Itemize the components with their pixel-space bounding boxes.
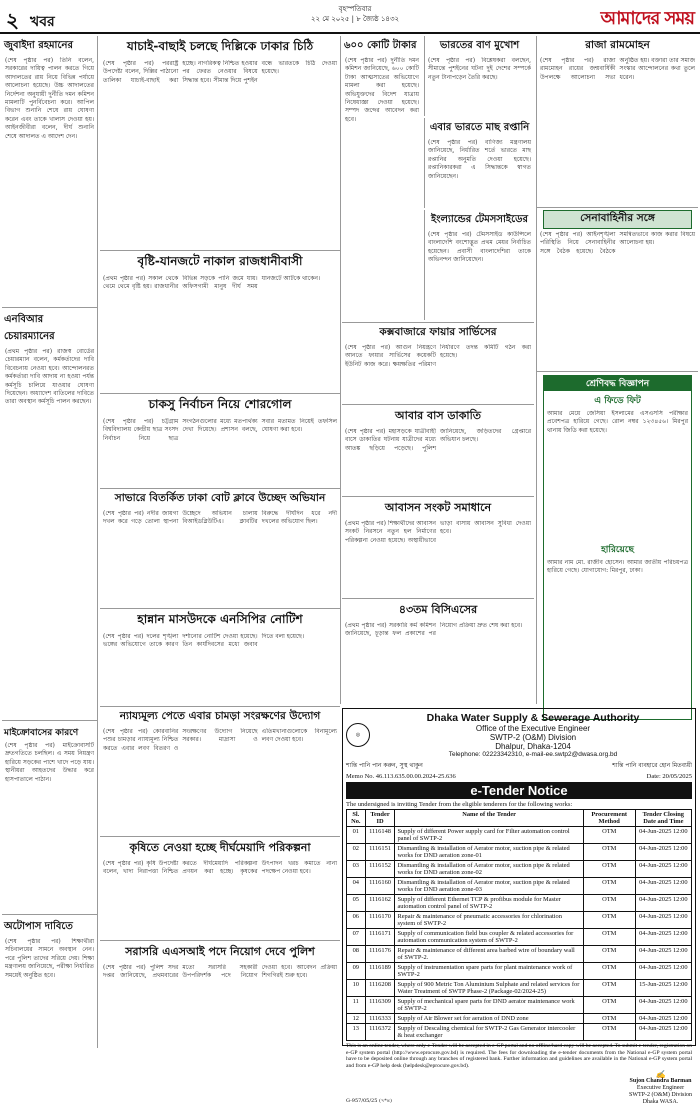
masthead xyxy=(0,0,700,34)
tender-cell-close: 04-Jun-2025 12:00 xyxy=(635,861,691,878)
headline: অটোপাস দাবিতে xyxy=(4,921,73,932)
tender-cell-name: Supply of 900 Metric Ton Aluminium Sulphate and related services for Water Treatment of SWTP Phase-2 (Package-02/2024-25) xyxy=(395,980,583,997)
article-bcs xyxy=(342,598,534,704)
headline: হান্নান মাসউদকে এনসিপির নোটিশ xyxy=(137,612,303,626)
tender-table xyxy=(346,809,692,1041)
tender-cell-name: Supply of different Power supply card for Filter automation control panel of SWTP-2 xyxy=(395,827,583,844)
article-fish-export xyxy=(424,118,534,208)
tender-cell-sl: 12 xyxy=(347,1014,366,1024)
signer-division: SWTP-2 (O&M) Division xyxy=(629,1092,692,1099)
tender-authority: Dhaka Water Supply & Sewerage Authority xyxy=(426,712,640,724)
tender-row xyxy=(347,861,692,878)
tender-row xyxy=(347,878,692,895)
tender-cell-name: Supply of instrumentation spare parts for plant maintenance work of SWTP-2 xyxy=(395,963,583,980)
tender-cell-name: Dismantling & installation of Aerator motor, suction pipe & related works for DND aeration zone-01 xyxy=(395,844,583,861)
tender-cell-name: Supply of mechanical spare parts for DND aerator maintenance work of SWTP-2 xyxy=(395,997,583,1014)
article-body: (প্রথম পৃষ্ঠার পর) সকাল থেকে থেমে থেমে বৃষ্টি হয়। রাজধানীর বিভিন্ন সড়কে পানি জমে যায়। অফিসগামী মানুষ দীর্ঘ সময় যানজটে আটকে থাকেন। xyxy=(103,275,321,291)
tender-table-header: Sl. No. xyxy=(347,810,366,827)
article-body: (শেষ পৃষ্ঠার পর) নদীর জায়গা দখল করে গড়ে তোলা স্থাপনা উচ্ছেদে অভিযান চালায় বিআইডব্লিউটিএ। ক্লাবটির বিরুদ্ধে দীর্ঘদিন ধরে নদী দখলের অভিযোগ ছিল। xyxy=(103,510,337,526)
article-body: (শেষ পৃষ্ঠার পর) টেমসসাইড কাউন্সিলে বাংলাদেশি বংশোদ্ভূত প্রথম মেয়র নির্বাচিত হয়েছেন। প্রবাসী বাংলাদেশিরা তাকে অভিনন্দন জানিয়েছেন। xyxy=(428,231,531,264)
headline: মাইক্রোবাসের কারণে xyxy=(4,728,79,738)
article-body: (শেষ পৃষ্ঠার পর) চট্টগ্রাম বিশ্ববিদ্যালয় কেন্দ্রীয় ছাত্র সংসদ নির্বাচন নিয়ে ছাত্র সংগঠনগুলোর মধ্যে মতপার্থক্য দেখা দিয়েছে। প্রশাসন বলছে, সবার মতামত নিয়েই তফসিল ঘোষণা করা হবে। xyxy=(103,418,337,442)
tender-cell-name: Repair & maintenance of different area barbed wire of boundary wall of SWTP-2. xyxy=(395,946,583,963)
headline: ৪৩তম বিসিএসের xyxy=(398,603,478,616)
tender-cell-sl: 13 xyxy=(347,1024,366,1041)
article-body: (শেষ পৃষ্ঠার পর) আইনশৃঙ্খলা পরিস্থিতি নিয়ে সেনাবাহিনীর সঙ্গে বৈঠক হয়েছে। বৈঠকে সমন্বিতভাবে কাজ করার বিষয়ে আলোচনা হয়। xyxy=(540,231,695,255)
tender-cell-sl: 09 xyxy=(347,963,366,980)
classified-header: শ্রেণিবদ্ধ বিজ্ঞাপন xyxy=(544,376,691,391)
tender-row xyxy=(347,963,692,980)
tender-cell-method: OTM xyxy=(583,1024,635,1041)
article-body: (শেষ পৃষ্ঠার পর) পররাষ্ট্র উপদেষ্টা বলেন, দিল্লির পাঠানো তালিকা যাচাই-বাছাই করা হচ্ছে। নাগরিকত্ব নিশ্চিত হওয়ার পর ফেরত নেওয়ার বিষয়ে সিদ্ধান্ত হবে। সীমান্ত দিয়ে পুশইন বন্ধে ভারতকে চিঠি দেওয়া হয়েছে। xyxy=(103,60,337,84)
article-coxs-bazar xyxy=(342,322,534,402)
headline: বৃষ্টি-যানজটে নাকাল রাজধানীবাসী xyxy=(137,254,303,268)
tender-table-header: Procurement Method xyxy=(583,810,635,827)
tender-cell-sl: 06 xyxy=(347,912,366,929)
article-india xyxy=(424,36,534,116)
tender-cell-method: OTM xyxy=(583,963,635,980)
tender-cell-method: OTM xyxy=(583,980,635,997)
tender-cell-method: OTM xyxy=(583,946,635,963)
tender-office: Office of the Executive Engineer xyxy=(475,724,591,733)
right-column xyxy=(536,36,698,704)
classified-title: এ ফিডে ফিট xyxy=(594,396,641,406)
tender-cell-name: Supply of Descaling chemical for SWTP-2 Gas Generator intercooler & heat exchanger xyxy=(395,1024,583,1041)
tender-cell-name: Dismantling & installation of Aerator motor, suction pipe & related works for DND aeration zone-03 xyxy=(395,878,583,895)
tender-cell-id: 1116162 xyxy=(365,895,395,912)
tender-ad xyxy=(342,708,696,1106)
tender-cell-close: 04-Jun-2025 12:00 xyxy=(635,878,691,895)
headline: রাজা রামমোহন xyxy=(585,39,650,51)
article-body: (শেষ পৃষ্ঠার পর) মাইক্রোবাসটি দ্রুতগতিতে চলছিল। এ সময় নিয়ন্ত্রণ হারিয়ে সড়কের পাশে খাদে পড়ে যায়। স্থানীয়রা আহতদের উদ্ধার করে হাসপাতালে পাঠান। xyxy=(5,742,94,783)
tender-cell-name: Supply of Air Blower set for aeration of DND zone xyxy=(395,1014,583,1024)
tender-cell-id: 1116176 xyxy=(365,946,395,963)
tender-division: SWTP-2 (O&M) Division xyxy=(489,733,577,742)
tender-cell-name: Repair & maintenance of pneumatic accessories for chlorination system of SWTP-2 xyxy=(395,912,583,929)
tender-row xyxy=(347,1024,692,1041)
headline: আবাসন সংকট সমাধানে xyxy=(384,501,492,514)
article-body: (শেষ পৃষ্ঠার পর) মহাসড়কে যাত্রীবাহী বাসে ডাকাতির ঘটনায় যাত্রীদের মধ্যে আতঙ্ক ছড়িয়ে পড়েছে। পুলিশ জানিয়েছে, জড়িতদের গ্রেপ্তারে অভিযান চলছে। xyxy=(345,428,531,452)
tender-row xyxy=(347,929,692,946)
headline: ন্যায্যমূল্য পেতে এবার চামড়া সংরক্ষণের উদ্যোগ xyxy=(119,710,321,722)
tender-cell-id: 1116372 xyxy=(365,1024,395,1041)
article-body: (শেষ পৃষ্ঠার পর) কৃষি উপদেষ্টা বলেন, খাদ্য নিরাপত্তা নিশ্চিত করতে দীর্ঘমেয়াদি পরিকল্পনা প্রণয়ন করা হচ্ছে। কৃষকের উৎপাদন খরচ কমাতে নানা পদক্ষেপ নেওয়া হবে। xyxy=(103,860,337,876)
tender-row xyxy=(347,827,692,844)
tender-cell-sl: 08 xyxy=(347,946,366,963)
tender-cell-id: 1116170 xyxy=(365,912,395,929)
tender-cell-close: 04-Jun-2025 12:00 xyxy=(635,1014,691,1024)
headline: কক্সবাজারে ফায়ার সার্ভিসের xyxy=(379,326,497,338)
tender-cell-id: 1116333 xyxy=(365,1014,395,1024)
memo-date: Date: 20/05/2025 xyxy=(646,773,692,780)
headline: ইংল্যান্ডের টেমসসাইডের xyxy=(431,214,528,225)
article-600-crore xyxy=(342,36,422,356)
tender-cell-method: OTM xyxy=(583,1014,635,1024)
signer-name: Sujon Chandra Barman xyxy=(629,1078,692,1085)
tender-row xyxy=(347,844,692,861)
tender-cell-method: OTM xyxy=(583,844,635,861)
article-body: (শেষ পৃষ্ঠার পর) আগুন নিয়ন্ত্রণে আনতে ফায়ার সার্ভিসের কয়েকটি ইউনিট কাজ করে। ক্ষয়ক্ষতির পরিমাণ নির্ধারণে তদন্ত কমিটি গঠন করা হয়েছে। xyxy=(345,344,531,368)
tender-cell-sl: 10 xyxy=(347,980,366,997)
tender-table-header: Tender Closing Date and Time xyxy=(635,810,691,827)
tender-cell-name: Dismantling & installation of Aerator motor, suction pipe & related works for DND aeration zone-02 xyxy=(395,861,583,878)
tender-cell-method: OTM xyxy=(583,878,635,895)
headline: কৃষিতে নেওয়া হচ্ছে দীর্ঘমেয়াদি পরিকল্পনা xyxy=(129,841,311,854)
tender-cell-method: OTM xyxy=(583,827,635,844)
article-body: (শেষ পৃষ্ঠার পর) বাণিজ্য মন্ত্রণালয় জানিয়েছে, নির্ধারিত শর্তে ভারতে মাছ রপ্তানির অনুমতি দেওয়া হয়েছে। রপ্তানিকারকরা এ সিদ্ধান্তকে স্বাগত জানিয়েছেন। xyxy=(428,139,531,180)
slogan-right: শান্তি পানি ব্যবহারে হোন মিতব্যয়ী xyxy=(612,762,692,769)
tender-cell-id: 1116148 xyxy=(365,827,395,844)
article-bus-robbery xyxy=(342,404,534,494)
tender-cell-close: 04-Jun-2025 12:00 xyxy=(635,997,691,1014)
lower-articles xyxy=(100,706,340,1048)
headline: ভারতের বাণ মুখোশ xyxy=(439,40,520,51)
headline: চাকসু নির্বাচন নিয়ে শোরগোল xyxy=(148,397,292,411)
tender-row xyxy=(347,912,692,929)
tender-cell-method: OTM xyxy=(583,912,635,929)
memo-number: Memo No. 46.113.635.00.00.2024-25.636 xyxy=(346,773,456,780)
tender-cell-id: 1116171 xyxy=(365,929,395,946)
tender-cell-close: 15-Jun-2025 12:00 xyxy=(635,980,691,997)
article-body: (শেষ পৃষ্ঠার পর) পুলিশ সদর দপ্তর জানিয়েছে, প্রথমবারের মতো সরাসরি সহকারী উপপরিদর্শক পদে নিয়োগ দেওয়া হবে। আবেদন প্রক্রিয়া শিগগিরই শুরু হবে। xyxy=(103,964,337,980)
tender-cell-close: 04-Jun-2025 12:00 xyxy=(635,912,691,929)
tender-cell-name: Supply of communication field bus coupler & related accessories for automation communication system of SWTP-2 xyxy=(395,929,583,946)
tender-cell-close: 04-Jun-2025 12:00 xyxy=(635,929,691,946)
tender-cell-id: 1116189 xyxy=(365,963,395,980)
tender-footer: This is an online tender, where only e-Tender will be accepted in e-GP portal and no offline/hard copy will be accepted. To submit e-tender, registration on e-GP system portal (http://www.eprocure.gov.bd) is required. The fees for downloading the e-tender documents from the National e-GP system portal have to be deposited online through any branches of registered bank. Further information and guidelines are available in the National e-GP system portal and from e-GP help desk (helpdesk@eprocure.gov.bd). xyxy=(346,1043,692,1069)
article-housing xyxy=(342,496,534,596)
tender-cell-id: 1116160 xyxy=(365,878,395,895)
date: ২২ মে ২০২৫ | ৮ জ্যৈষ্ঠ ১৪৩২ xyxy=(310,15,400,23)
tender-cell-sl: 05 xyxy=(347,895,366,912)
day: বৃহস্পতিবার xyxy=(338,5,372,13)
tender-cell-id: 1116208 xyxy=(365,980,395,997)
article-body: (শেষ পৃষ্ঠার পর) শিক্ষার্থীরা সচিবালয়ের সামনে অবস্থান নেন। পরে পুলিশ তাদের সরিয়ে দেয়। শিক্ষা মন্ত্রণালয় জানিয়েছে, পরীক্ষা নির্ধারিত সময়েই অনুষ্ঠিত হবে। xyxy=(5,938,94,979)
tender-table-header: Tender ID xyxy=(365,810,395,827)
tender-cell-method: OTM xyxy=(583,895,635,912)
tender-cell-close: 04-Jun-2025 12:00 xyxy=(635,1024,691,1041)
center-block xyxy=(100,36,340,704)
tender-intro: The undersigned is inviting Tender from the eligible tenderers for the following works: xyxy=(346,801,573,808)
tender-cell-sl: 01 xyxy=(347,827,366,844)
classified-box xyxy=(543,375,692,720)
tender-cell-close: 04-Jun-2025 12:00 xyxy=(635,827,691,844)
headline: জুবাইদা রহমানের xyxy=(4,40,73,51)
newspaper-logo: আমাদের সময় xyxy=(600,8,694,29)
tender-cell-close: 04-Jun-2025 12:00 xyxy=(635,844,691,861)
article-body: (শেষ পৃষ্ঠার পর) কোরবানির পশুর চামড়ার ন্যায্যমূল্য নিশ্চিত করতে এবার লবণ বিতরণ ও সংরক্ষণের উদ্যোগ নিয়েছে সরকার। মাদ্রাসা ও এতিমখানাগুলোকে বিনামূল্যে লবণ দেওয়া হবে। xyxy=(103,728,337,752)
tender-cell-name: Supply of different Ethernet TCP & profibus module for Master automation control panel of SWTP-2 xyxy=(395,895,583,912)
classified-body: আমার মেয়ে জেসিয়া ইসলামের এসএসসি পরীক্ষার প্রবেশপত্র হারিয়ে গেছে। রোল নম্বর ১২৩৪৫৬। মিরপুর থানায় জিডি করা হয়েছে। xyxy=(547,410,688,434)
tender-cell-id: 1116151 xyxy=(365,844,395,861)
tender-table-header: Name of the Tender xyxy=(395,810,583,827)
tender-cell-id: 1116152 xyxy=(365,861,395,878)
page-number: ২ xyxy=(6,8,20,32)
headline: ৬০০ কোটি টাকার xyxy=(344,40,417,51)
tender-cell-sl: 11 xyxy=(347,997,366,1014)
tender-address: Dhalpur, Dhaka-1204 xyxy=(495,742,571,751)
headline: আবার বাস ডাকাতি xyxy=(394,409,481,422)
headline: এনবিআর চেয়ারম্যানের xyxy=(4,314,55,342)
column-1 xyxy=(2,36,98,1048)
headline: এবার ভারতে মাছ রপ্তানি xyxy=(429,122,530,133)
gd-number: G-957/05/25 (৭*৪) xyxy=(346,1098,392,1105)
tender-cell-sl: 04 xyxy=(347,878,366,895)
tender-cell-sl: 02 xyxy=(347,844,366,861)
dateline xyxy=(300,4,410,24)
tender-telephone: Telephone: 02223342310, e-mail-ee.swtp2@dwasa.org.bd xyxy=(448,751,618,758)
classified-body: আমার নাম মো. রাজীব হোসেন। আমার জাতীয় পরিচয়পত্র হারিয়ে গেছে। যোগাযোগ: মিরপুর, ঢাকা। xyxy=(547,559,688,575)
headline: সেনাবাহিনীর সঙ্গে xyxy=(543,210,692,229)
tender-cell-sl: 07 xyxy=(347,929,366,946)
tender-row xyxy=(347,895,692,912)
headline: সরাসরি এএসআই পদে নিয়োগ দেবে পুলিশ xyxy=(125,945,315,958)
tender-cell-close: 04-Jun-2025 12:00 xyxy=(635,895,691,912)
article-body: (শেষ পৃষ্ঠার পর) রাজা রামমোহন রায়ের জন্মবার্ষিকী উপলক্ষে আলোচনা সভা অনুষ্ঠিত হয়। বক্তারা তার সমাজ সংস্কার আন্দোলনের কথা তুলে ধরেন। xyxy=(540,57,695,81)
article-body: (শেষ পৃষ্ঠার পর) দলের শৃঙ্খলা ভঙ্গের অভিযোগে তাকে কারণ দর্শানোর নোটিশ দেওয়া হয়েছে। তিন কার্যদিবসের মধ্যে জবাব দিতে বলা হয়েছে। xyxy=(103,633,305,649)
headline: সাভারে বিতর্কিত ঢাকা বোট ক্লাবে উচ্ছেদ অভিযান xyxy=(114,492,326,504)
section-name: খবর xyxy=(30,14,55,30)
signer-org: Dhaka WASA. xyxy=(642,1099,679,1106)
tender-cell-id: 1116309 xyxy=(365,997,395,1014)
article-thameside xyxy=(424,210,534,320)
article-body: (শেষ পৃষ্ঠার পর) তিনি বলেন, সরকারের দায়িত্ব পালন করতে গিয়ে আদালতের রায় নিয়ে বিভিন্ন পর্যায়ে আলোচনা হয়েছে। উচ্চ আদালতের নির্দেশনা অনুযায়ী দুর্নীতি দমন কমিশন মামলাটি পুনর্বিবেচনা করে। আপিল বিভাগ শুনানি শেষে রায় ঘোষণা করেন এবং তাকে খালাস দেওয়া হয়। আইনজীবীরা বলেন, দীর্ঘ শুনানি শেষে আদালত এ আদেশ দেন। xyxy=(5,57,94,140)
headline: যাচাই-বাছাই চলছে দিল্লিকে ঢাকার চিঠি xyxy=(126,39,314,53)
article-body: (প্রথম পৃষ্ঠার পর) সরকারি কর্ম কমিশন জানিয়েছে, চূড়ান্ত ফল প্রকাশের পর নিয়োগ প্রক্রিয়া দ্রুত শেষ করা হবে। xyxy=(345,622,523,638)
tender-cell-method: OTM xyxy=(583,997,635,1014)
tender-row xyxy=(347,1014,692,1024)
article-body: (শেষ পৃষ্ঠার পর) দুর্নীতি দমন কমিশন জানিয়েছে, ৬০০ কোটি টাকা আত্মসাতের অভিযোগে মামলা করা হয়েছে। অভিযুক্তদের বিদেশ যাত্রায় নিষেধাজ্ঞা দেওয়া হয়েছে। সম্পদ জব্দের আবেদন করা হবে। xyxy=(345,57,419,123)
tender-cell-method: OTM xyxy=(583,861,635,878)
tender-row xyxy=(347,946,692,963)
classified-title: হারিয়েছে xyxy=(601,545,634,555)
tender-cell-close: 04-Jun-2025 12:00 xyxy=(635,946,691,963)
article-body: (প্রথম পৃষ্ঠার পর) রাজস্ব বোর্ডের চেয়ারম্যান বলেন, কর্মকর্তাদের দাবি বিবেচনায় নেওয়া হবে। আন্দোলনরত কর্মকর্তারা দাবি আদায় না হওয়া পর্যন্ত কর্মসূচি চালিয়ে যাওয়ার ঘোষণা দিয়েছেন। অধ্যাদেশ বাতিলের দাবিতে তারা অবস্থান কর্মসূচি পালন করছেন। xyxy=(5,348,94,406)
wasa-logo-icon: ◎ xyxy=(346,723,370,747)
tender-notice-title: e-Tender Notice xyxy=(346,782,692,799)
tender-cell-close: 04-Jun-2025 12:00 xyxy=(635,963,691,980)
article-body: (প্রথম পৃষ্ঠার পর) শিক্ষার্থীদের আবাসন সংকট নিরসনে নতুন হল নির্মাণের পরিকল্পনা নেওয়া হয়েছে। অস্থায়ীভাবে ভাড়া বাসায় আবাসন সুবিধা দেওয়া হবে। xyxy=(345,520,531,544)
tender-cell-sl: 03 xyxy=(347,861,366,878)
article-body: (শেষ পৃষ্ঠার পর) বিশ্লেষকরা বলছেন, সীমান্তে পুশইনের ঘটনা দুই দেশের সম্পর্কে নতুন টানাপড়েন তৈরি করছে। xyxy=(428,57,531,81)
signature-icon: ✍ xyxy=(655,1070,666,1080)
tender-row xyxy=(347,980,692,997)
slogan-left: শান্তি পানি পান করুন, সুস্থ থাকুন xyxy=(346,762,423,769)
signer-title: Executive Engineer xyxy=(636,1085,685,1092)
tender-row xyxy=(347,997,692,1014)
tender-cell-method: OTM xyxy=(583,929,635,946)
